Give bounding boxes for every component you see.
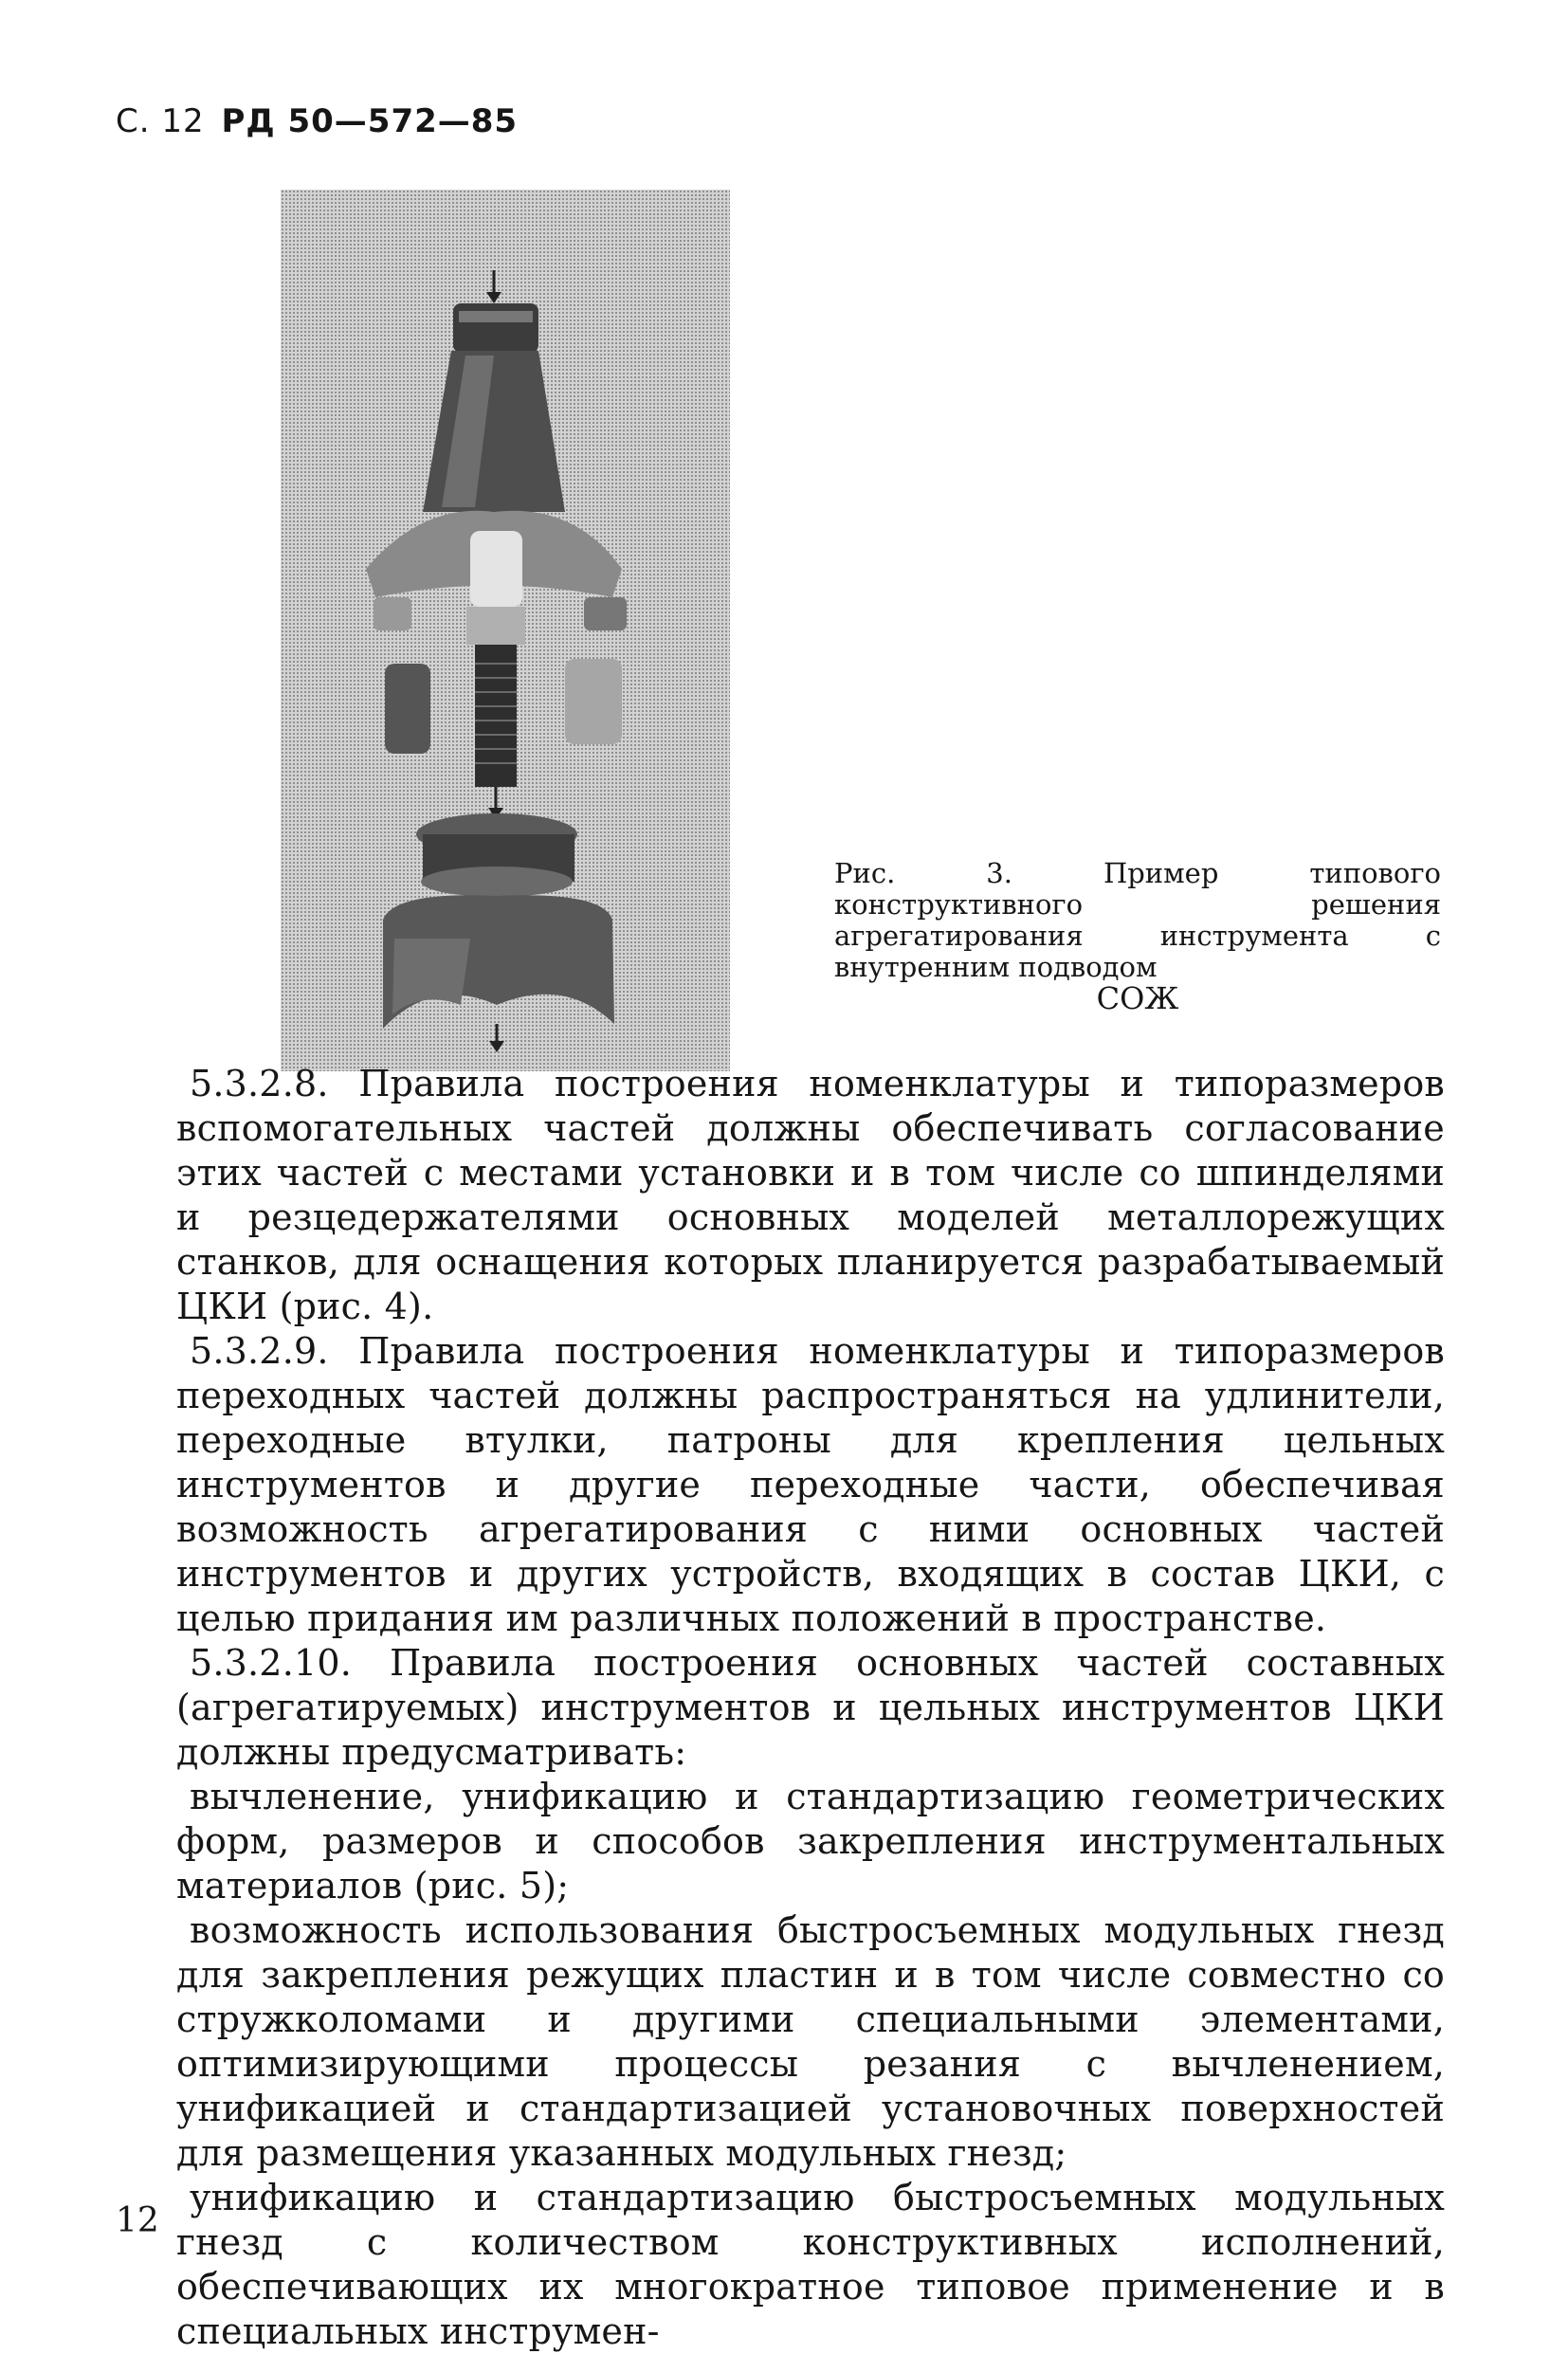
list-item: унификацию и стандартизацию быстросъемных модульных гнезд с количеством конструктивных исполнений, обеспечивающих их многократное типовое применение и в специальных инструмен-: [176, 2177, 1445, 2352]
figure-caption-end: СОЖ: [1096, 980, 1179, 1016]
tool-assembly-illustration: [281, 190, 730, 1071]
page-number: 12: [116, 2201, 159, 2240]
list-item: вычленение, унификацию и стандартизацию геометрических форм, размеров и способов закрепления инструментальных материалов (рис. 5);: [176, 1776, 1445, 1907]
body-text: [176, 1062, 1445, 2354]
figure-caption-main: Рис. 3. Пример типового конструктивного решения агрегатирования инструмента с внутренним подводом: [834, 857, 1441, 983]
figure-photo: [281, 190, 730, 1071]
figure-caption: [834, 858, 1441, 1014]
page-label: С. 12: [116, 102, 205, 140]
paragraph-5-3-2-9: 5.3.2.9. Правила построения номенклатуры и типоразмеров переходных частей должны распространяться на удлинители, переходные втулки, патроны для крепления цельных инструментов и другие переходные части, обеспечивая возможность агрегатирования с ними основных частей инструментов и других устройств, входящих в состав ЦКИ, с целью придания им различных положений в пространстве.: [176, 1330, 1445, 1639]
paragraph-5-3-2-8: 5.3.2.8. Правила построения номенклатуры и типоразмеров вспомогательных частей должны обеспечивать согласование этих частей с местами установки и в том числе со шпинделями и резцедержателями основных моделей металлорежущих станков, для оснащения которых планируется разрабатываемый ЦКИ (рис. 4).: [176, 1063, 1445, 1327]
page-header: [116, 102, 518, 140]
list-item: возможность использования быстросъемных модульных гнезд для закрепления режущих пластин и в том числе совместно со стружколомами и другими специальными элементами, оптимизирующими процессы резания с вычленением, унификацией и стандартизацией установочных поверхностей для размещения указанных модульных гнезд;: [176, 1909, 1445, 2174]
paragraph-5-3-2-10: 5.3.2.10. Правила построения основных частей составных (агрегатируемых) инструментов и цельных инструментов ЦКИ должны предусматривать:: [176, 1642, 1445, 1773]
document-code: РД 50—572—85: [221, 102, 519, 140]
